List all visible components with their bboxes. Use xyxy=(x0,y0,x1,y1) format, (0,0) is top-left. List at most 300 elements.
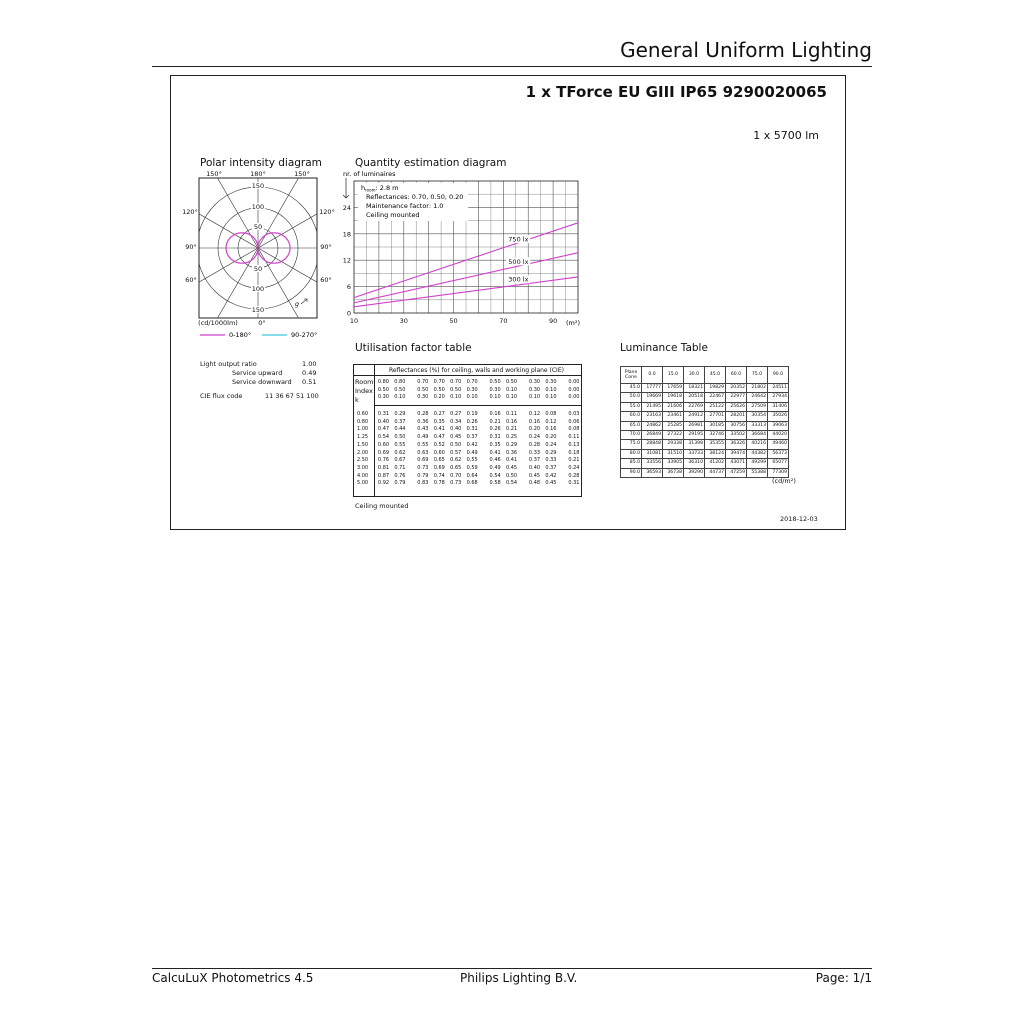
luminance-cell: 24862 xyxy=(642,421,663,430)
utilisation-cell: 0.43 xyxy=(417,426,429,433)
reflectance-cell: 0.50 xyxy=(433,386,445,393)
utilisation-cell: 0.28 xyxy=(417,411,429,417)
reflectance-cell: 0.10 xyxy=(545,386,557,393)
luminance-cell: 30185 xyxy=(705,421,726,430)
cie-value: 11 36 67 51 100 xyxy=(265,392,319,400)
reflectance-cell: 0.80 xyxy=(394,379,406,385)
utilisation-cell: 0.92 xyxy=(377,480,390,487)
lo-value: 1.00 xyxy=(302,360,317,368)
utilisation-cell: 0.16 xyxy=(528,418,541,425)
note-maintenance: Maintenance factor: 1.0 xyxy=(366,202,444,210)
legend-label-c90: 90-270° xyxy=(291,331,318,339)
lumen-output: 1 x 5700 lm xyxy=(753,129,819,142)
luminance-cell: 18321 xyxy=(684,384,705,393)
polar-diagram xyxy=(180,168,340,343)
series-label: 750 lx xyxy=(508,235,529,244)
reflectance-cell: 0.70 xyxy=(433,379,445,385)
luminance-cell: 33905 xyxy=(663,459,684,468)
utilisation-cell: 0.03 xyxy=(568,411,580,417)
utilisation-cell: 0.16 xyxy=(505,418,518,425)
luminance-cell: 25122 xyxy=(705,402,726,411)
utilisation-cell: 0.25 xyxy=(505,434,518,441)
utilisation-cell: 0.34 xyxy=(450,418,462,425)
cone-angle-cell: 65.0 xyxy=(621,421,642,430)
x-tick-label: 90 xyxy=(548,317,558,325)
utilisation-cell: 0.33 xyxy=(528,449,541,456)
utilisation-cell: 0.37 xyxy=(394,418,406,425)
ring-label: 150 xyxy=(251,306,265,314)
luminance-cell: 25285 xyxy=(663,421,684,430)
luminance-cell: 26849 xyxy=(642,431,663,440)
utilisation-cell: 0.42 xyxy=(545,472,557,479)
luminance-cell: 49299 xyxy=(747,459,768,468)
utilisation-cell: 0.29 xyxy=(505,441,518,448)
utilisation-cell: 0.08 xyxy=(568,426,580,433)
reflectance-cell: 0.30 xyxy=(545,379,557,385)
luminance-cell: 22467 xyxy=(705,393,726,402)
utilisation-cell: 0.50 xyxy=(450,441,462,448)
cone-angle-cell: 75.0 xyxy=(621,440,642,449)
luminance-cell: 39474 xyxy=(726,449,747,458)
utilisation-cell: 0.35 xyxy=(489,441,501,448)
reflectance-cell: 0.00 xyxy=(568,379,580,385)
utilisation-cell: 0.45 xyxy=(528,472,541,479)
luminance-cell: 65077 xyxy=(768,459,789,468)
ring-label: 100 xyxy=(251,285,265,293)
utilisation-cell: 0.11 xyxy=(505,411,518,417)
room-index-label: Room Index k xyxy=(355,378,374,404)
lo-label: Light output ratio xyxy=(200,360,257,368)
cone-label: Cone xyxy=(625,375,637,380)
cone-angle-cell: 55.0 xyxy=(621,402,642,411)
angle-label: 120° xyxy=(182,208,198,216)
luminance-cell: 19669 xyxy=(642,393,663,402)
y-tick-label: 6 xyxy=(346,283,351,292)
utilisation-cell: 0.11 xyxy=(568,434,580,441)
reflectance-cell: 0.30 xyxy=(377,394,389,401)
ring-label: 50 xyxy=(253,265,263,273)
utilisation-title: Utilisation factor table xyxy=(355,342,472,354)
luminance-cell: 47259 xyxy=(726,468,747,477)
utilisation-cell: 0.24 xyxy=(568,464,580,471)
date: 2018-12-03 xyxy=(780,515,818,523)
luminance-cell: 19618 xyxy=(663,393,684,402)
luminance-cell: 38124 xyxy=(705,449,726,458)
luminance-cell: 23461 xyxy=(663,412,684,421)
y-tick-label: 0 xyxy=(346,309,351,318)
utilisation-table xyxy=(353,364,582,497)
reflectance-cell: 0.50 xyxy=(489,379,501,385)
reflectance-cell: 0.30 xyxy=(528,379,541,385)
utilisation-cell: 0.73 xyxy=(417,464,429,471)
utilisation-cell: 0.79 xyxy=(417,472,429,479)
angle-label: 120° xyxy=(319,208,335,216)
angle-label: 60° xyxy=(185,276,197,284)
cie-label: CIE flux code xyxy=(200,392,243,400)
utilisation-cell: 0.41 xyxy=(433,426,445,433)
utilisation-cell: 0.78 xyxy=(433,480,445,487)
luminance-cell: 49460 xyxy=(768,440,789,449)
utilisation-cell: 0.71 xyxy=(394,464,406,471)
utilisation-cell: 0.16 xyxy=(489,411,501,417)
room-index-cell: 4.00 xyxy=(356,472,369,479)
utilisation-cell: 0.45 xyxy=(505,464,518,471)
utilisation-cell: 0.28 xyxy=(528,441,541,448)
utilisation-cell: 0.37 xyxy=(466,434,478,441)
luminance-cell: 77309 xyxy=(768,468,789,477)
reflectance-cell: 0.30 xyxy=(417,394,429,401)
luminance-cell: 24511 xyxy=(768,384,789,393)
utilisation-cell: 0.46 xyxy=(489,457,501,464)
cone-angle-cell: 85.0 xyxy=(621,459,642,468)
reflectance-cell: 0.10 xyxy=(505,394,518,401)
utilisation-cell: 0.81 xyxy=(377,464,390,471)
reflectance-cell: 0.10 xyxy=(545,394,557,401)
luminance-title: Luminance Table xyxy=(620,342,708,354)
reflectance-cell: 0.50 xyxy=(417,386,429,393)
utilisation-cell: 0.67 xyxy=(394,457,406,464)
quantity-ylabel: nr. of luminaires xyxy=(343,170,396,178)
reflectance-cell: 0.50 xyxy=(377,386,389,393)
footer-rule xyxy=(152,968,872,969)
utilisation-cell: 0.29 xyxy=(545,449,557,456)
utilisation-cell: 0.87 xyxy=(377,472,390,479)
reflectance-cell: 0.70 xyxy=(450,379,462,385)
utilisation-cell: 0.54 xyxy=(489,472,501,479)
quantity-title: Quantity estimation diagram xyxy=(355,157,507,169)
light-output-block xyxy=(200,360,320,401)
luminance-cell: 20352 xyxy=(726,384,747,393)
utilisation-cell: 0.24 xyxy=(528,434,541,441)
utilisation-cell: 0.65 xyxy=(433,457,445,464)
luminance-cell: 39290 xyxy=(684,468,705,477)
luminance-col-header: 15.0 xyxy=(663,367,684,384)
luminance-cell: 33313 xyxy=(747,421,768,430)
utilisation-cell: 0.69 xyxy=(417,457,429,464)
page-title: General Uniform Lighting xyxy=(620,38,872,62)
luminance-cell: 31406 xyxy=(768,402,789,411)
luminance-cell: 33502 xyxy=(726,431,747,440)
utilisation-cell: 0.42 xyxy=(466,441,478,448)
reflectance-cell: 0.10 xyxy=(528,394,541,401)
utilisation-cell: 0.68 xyxy=(466,480,478,487)
luminance-cell: 36326 xyxy=(726,440,747,449)
reflectance-cell: 0.80 xyxy=(377,379,389,385)
x-tick-label: 30 xyxy=(399,317,408,325)
luminance-cell: 30354 xyxy=(747,412,768,421)
y-tick-label: 24 xyxy=(342,203,351,212)
utilisation-cell: 0.49 xyxy=(417,434,429,441)
luminance-cell: 26981 xyxy=(684,421,705,430)
room-index-cell: 2.50 xyxy=(356,457,369,464)
lo-value: 0.49 xyxy=(302,369,317,377)
utilisation-cell: 0.49 xyxy=(466,449,478,456)
x-tick-label: 50 xyxy=(449,317,458,325)
luminance-cell: 36310 xyxy=(684,459,705,468)
utilisation-cell: 0.28 xyxy=(568,472,580,479)
luminance-cell: 28848 xyxy=(642,440,663,449)
utilisation-cell: 0.21 xyxy=(568,457,580,464)
footer-company: Philips Lighting B.V. xyxy=(460,971,578,985)
footer-page: Page: 1/1 xyxy=(815,971,872,985)
utilisation-cell: 0.73 xyxy=(450,480,462,487)
luminance-cell: 22977 xyxy=(726,393,747,402)
luminance-cell: 35026 xyxy=(768,412,789,421)
luminance-cell: 19829 xyxy=(705,384,726,393)
luminance-col-header: 75.0 xyxy=(747,367,768,384)
utilisation-cell: 0.20 xyxy=(545,434,557,441)
utilisation-cell: 0.31 xyxy=(377,411,390,417)
utilisation-cell: 0.74 xyxy=(433,472,445,479)
utilisation-cell: 0.58 xyxy=(489,480,501,487)
utilisation-cell: 0.40 xyxy=(528,464,541,471)
utilisation-cell: 0.60 xyxy=(433,449,445,456)
utilisation-cell: 0.83 xyxy=(417,480,429,487)
utilisation-cell: 0.13 xyxy=(568,441,580,448)
room-index-cell: 1.25 xyxy=(356,434,369,441)
y-tick-label: 18 xyxy=(342,230,351,239)
utilisation-cell: 0.50 xyxy=(394,434,406,441)
luminance-cell: 31398 xyxy=(684,440,705,449)
utilisation-cell: 0.64 xyxy=(466,472,478,479)
utilisation-cell: 0.50 xyxy=(505,472,518,479)
footer-software: CalcuLuX Photometrics 4.5 xyxy=(152,971,314,985)
utilisation-cell: 0.57 xyxy=(450,449,462,456)
reflectance-cell: 0.20 xyxy=(433,394,445,401)
luminance-cell: 17777 xyxy=(642,384,663,393)
luminance-cell: 17659 xyxy=(663,384,684,393)
room-index-cell: 0.80 xyxy=(356,418,369,425)
utilisation-cell: 0.31 xyxy=(466,426,478,433)
reflectance-cell: 0.50 xyxy=(450,386,462,393)
reflectance-cell: 0.10 xyxy=(466,394,478,401)
reflectance-cell: 0.30 xyxy=(466,386,478,393)
ring-label: 100 xyxy=(251,203,265,211)
utilisation-cell: 0.63 xyxy=(417,449,429,456)
angle-label: 60° xyxy=(320,276,332,284)
cone-angle-cell: 70.0 xyxy=(621,431,642,440)
luminance-cell: 21495 xyxy=(642,402,663,411)
utilisation-cell: 0.55 xyxy=(466,457,478,464)
plane-label: Plane xyxy=(624,370,638,375)
utilisation-cell: 0.65 xyxy=(450,464,462,471)
utilisation-cell: 0.16 xyxy=(545,426,557,433)
utilisation-cell: 0.41 xyxy=(505,457,518,464)
luminance-cell: 43071 xyxy=(726,459,747,468)
utilisation-cell: 0.37 xyxy=(545,464,557,471)
luminance-cell: 39063 xyxy=(768,421,789,430)
reflectance-cell: 0.30 xyxy=(528,386,541,393)
series-label: 300 lx xyxy=(508,275,529,284)
utilisation-cell: 0.24 xyxy=(545,441,557,448)
luminance-cell: 31510 xyxy=(663,449,684,458)
polar-title: Polar intensity diagram xyxy=(200,157,322,169)
luminance-col-header: 30.0 xyxy=(684,367,705,384)
luminance-cell: 32746 xyxy=(705,431,726,440)
cone-angle-cell: 90.0 xyxy=(621,468,642,477)
room-index-cell: 2.00 xyxy=(356,449,369,456)
luminance-cell: 44020 xyxy=(768,431,789,440)
ceiling-mounted-note: Ceiling mounted xyxy=(355,502,409,510)
utilisation-cell: 0.36 xyxy=(417,418,429,425)
utilisation-cell: 0.52 xyxy=(433,441,445,448)
luminance-cell: 29338 xyxy=(663,440,684,449)
utilisation-cell: 0.35 xyxy=(433,418,445,425)
luminance-cell: 36684 xyxy=(747,431,768,440)
luminance-cell: 44382 xyxy=(747,449,768,458)
utilisation-cell: 0.48 xyxy=(528,480,541,487)
utilisation-cell: 0.76 xyxy=(377,457,390,464)
luminance-cell: 33556 xyxy=(642,459,663,468)
luminance-cell: 35355 xyxy=(705,440,726,449)
utilisation-cell: 0.47 xyxy=(377,426,390,433)
utilisation-cell: 0.06 xyxy=(568,418,580,425)
luminance-cell: 31081 xyxy=(642,449,663,458)
lo-value: 0.51 xyxy=(302,378,317,386)
luminance-cell: 56373 xyxy=(768,449,789,458)
luminance-cell: 24912 xyxy=(684,412,705,421)
luminance-cell: 28201 xyxy=(726,412,747,421)
header-rule xyxy=(152,66,872,67)
luminance-cell: 24642 xyxy=(747,393,768,402)
luminance-cell: 36593 xyxy=(642,468,663,477)
ring-label: 50 xyxy=(253,223,263,231)
utilisation-cell: 0.12 xyxy=(528,411,541,417)
luminance-cell: 25626 xyxy=(726,402,747,411)
utilisation-cell: 0.44 xyxy=(394,426,406,433)
gamma-label: g xyxy=(294,300,300,308)
utilisation-cell: 0.40 xyxy=(450,426,462,433)
luminance-col-header: 0.0 xyxy=(642,367,663,384)
series-label: 500 lx xyxy=(508,257,529,266)
utilisation-cell: 0.47 xyxy=(433,434,445,441)
note-mounting: Ceiling mounted xyxy=(366,211,420,219)
luminance-cell: 36738 xyxy=(663,468,684,477)
utilisation-cell: 0.45 xyxy=(450,434,462,441)
luminance-cell: 23163 xyxy=(642,412,663,421)
utilisation-cell: 0.59 xyxy=(466,464,478,471)
reflectance-cell: 0.00 xyxy=(568,386,580,393)
utilisation-cell: 0.36 xyxy=(505,449,518,456)
reflectance-cell: 0.00 xyxy=(568,394,580,401)
luminance-cell: 33733 xyxy=(684,449,705,458)
angle-label: 90° xyxy=(320,243,332,251)
luminance-cell: 27701 xyxy=(705,412,726,421)
luminance-cell: 40216 xyxy=(747,440,768,449)
angle-label: 0° xyxy=(258,319,266,327)
angle-label: 90° xyxy=(185,243,197,251)
utilisation-cell: 0.08 xyxy=(545,411,557,417)
angle-label: 180° xyxy=(250,170,266,178)
utilisation-cell: 0.19 xyxy=(466,411,478,417)
utilisation-cell: 0.60 xyxy=(377,441,390,448)
note-reflectances: Reflectances: 0.70, 0.50, 0.20 xyxy=(366,193,464,201)
luminance-cell: 21802 xyxy=(747,384,768,393)
utilisation-cell: 0.27 xyxy=(433,411,445,417)
utilisation-cell: 0.70 xyxy=(450,472,462,479)
utilisation-cell: 0.33 xyxy=(545,457,557,464)
utilisation-cell: 0.21 xyxy=(489,418,501,425)
luminance-cell: 20518 xyxy=(684,393,705,402)
utilisation-cell: 0.76 xyxy=(394,472,406,479)
utilisation-cell: 0.29 xyxy=(394,411,406,417)
luminance-cell: 27322 xyxy=(663,431,684,440)
legend-label-c0: 0-180° xyxy=(229,331,252,339)
luminance-col-header: 45.0 xyxy=(705,367,726,384)
utilisation-cell: 0.55 xyxy=(417,441,429,448)
y-tick-label: 12 xyxy=(342,256,351,265)
utilisation-cell: 0.49 xyxy=(489,464,501,471)
lo-label: Service downward xyxy=(232,378,292,386)
reflectance-cell: 0.50 xyxy=(394,386,406,393)
lo-label: Service upward xyxy=(232,369,283,377)
angle-label: 150° xyxy=(206,170,222,178)
room-index-cell: 3.00 xyxy=(356,464,369,471)
polar-unit: (cd/1000lm) xyxy=(198,319,238,327)
ring-label: 150 xyxy=(251,182,265,190)
x-tick-label: 70 xyxy=(499,317,508,325)
reflectance-cell: 0.70 xyxy=(417,379,429,385)
utilisation-cell: 0.20 xyxy=(528,426,541,433)
reflectance-cell: 0.50 xyxy=(505,379,518,385)
utilisation-cell: 0.79 xyxy=(394,480,406,487)
room-index-cell: 1.00 xyxy=(356,426,369,433)
quantity-xunit: (m²) xyxy=(566,319,581,327)
utilisation-cell: 0.31 xyxy=(568,480,580,487)
utilisation-cell: 0.18 xyxy=(568,449,580,456)
x-tick-label: 10 xyxy=(349,317,359,325)
utilisation-cell: 0.41 xyxy=(489,449,501,456)
cone-angle-cell: 45.0 xyxy=(621,384,642,393)
note-height: $h_{room}$: 2.8 m xyxy=(361,184,399,193)
utilisation-cell: 0.54 xyxy=(505,480,518,487)
luminance-cell: 27934 xyxy=(768,393,789,402)
utilisation-cell: 0.55 xyxy=(394,441,406,448)
room-index-cell: 0.60 xyxy=(356,411,369,417)
utilisation-cell: 0.26 xyxy=(489,426,501,433)
luminance-cell: 21606 xyxy=(663,402,684,411)
reflectance-cell: 0.10 xyxy=(489,394,501,401)
utilisation-cell: 0.40 xyxy=(377,418,390,425)
utilisation-cell: 0.69 xyxy=(377,449,390,456)
luminance-unit: (cd/m²) xyxy=(772,477,796,485)
luminance-col-header: 60.0 xyxy=(726,367,747,384)
cone-angle-cell: 60.0 xyxy=(621,412,642,421)
luminance-cell: 29195 xyxy=(684,431,705,440)
cone-angle-cell: 50.0 xyxy=(621,393,642,402)
utilisation-cell: 0.31 xyxy=(489,434,501,441)
luminance-cell: 44737 xyxy=(705,468,726,477)
luminance-cell: 41202 xyxy=(705,459,726,468)
utilisation-cell: 0.62 xyxy=(394,449,406,456)
utilisation-cell: 0.62 xyxy=(450,457,462,464)
reflectance-cell: 0.10 xyxy=(505,386,518,393)
luminance-cell: 27509 xyxy=(747,402,768,411)
reflectance-cell: 0.10 xyxy=(394,394,406,401)
luminance-col-header: 90.0 xyxy=(768,367,789,384)
angle-label: 150° xyxy=(294,170,310,178)
reflectance-cell: 0.30 xyxy=(489,386,501,393)
luminance-table xyxy=(620,366,789,478)
utilisation-cell: 0.21 xyxy=(505,426,518,433)
utilisation-cell: 0.54 xyxy=(377,434,390,441)
luminance-cell: 22769 xyxy=(684,402,705,411)
utilisation-cell: 0.37 xyxy=(528,457,541,464)
utilisation-cell: 0.26 xyxy=(466,418,478,425)
utilisation-cell: 0.69 xyxy=(433,464,445,471)
quantity-chart xyxy=(336,168,586,333)
luminance-cell: 30756 xyxy=(726,421,747,430)
